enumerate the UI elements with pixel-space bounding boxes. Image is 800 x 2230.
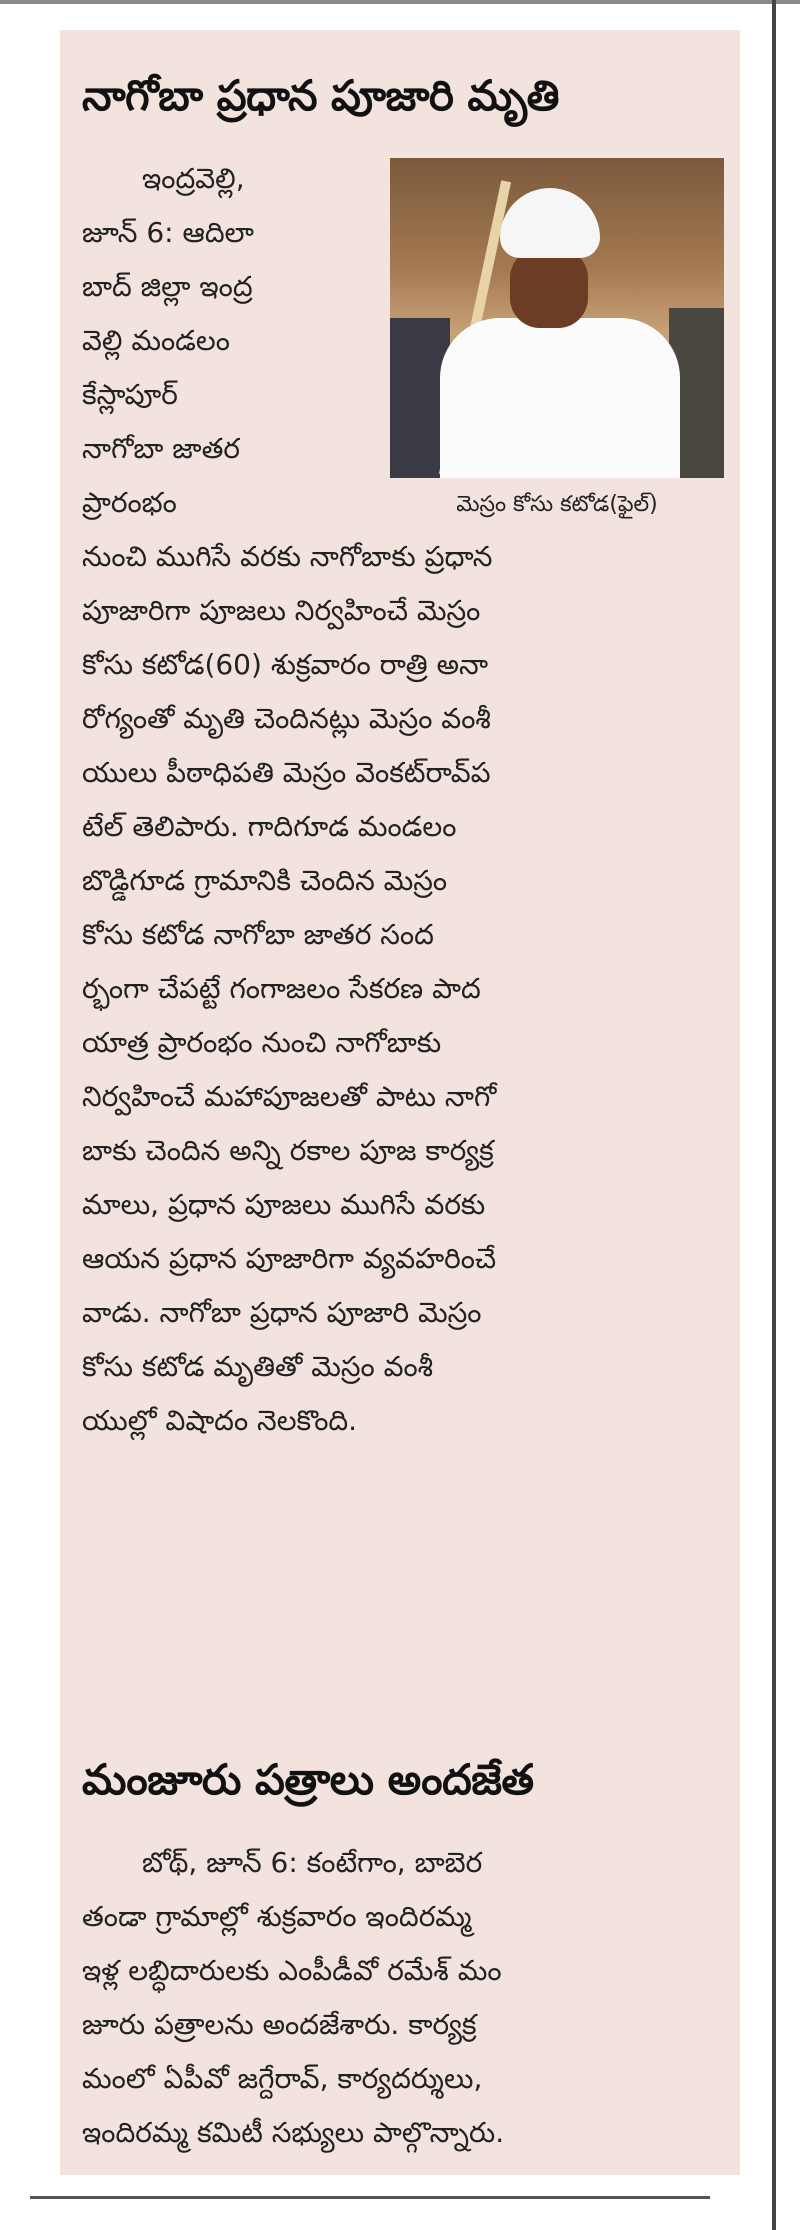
body-line: ఇళ్ల లబ్ధిదారులకు ఎంపీడీవో రమేశ్ మం xyxy=(82,1954,502,1987)
body-line: తండా గ్రామాల్లో శుక్రవారం ఇందిరమ్మ xyxy=(82,1900,472,1933)
body-line: ఆయన ప్రధాన పూజారిగా వ్యవహరించే xyxy=(82,1242,497,1275)
body-line: బోథ్, జూన్ 6: కంటేగాం, బాబెర xyxy=(142,1846,483,1879)
photo-face xyxy=(510,248,588,328)
body-line: ర్భంగా చేపట్టే గంగాజలం సేకరణ పాద xyxy=(82,972,481,1005)
article-1-intro xyxy=(82,152,382,530)
body-line: నిర్వహించే మహాపూజలతో పాటు నాగో xyxy=(82,1080,497,1113)
body-line: యాత్ర ప్రారంభం నుంచి నాగోబాకు xyxy=(82,1026,442,1059)
photo-robe xyxy=(440,318,680,478)
body-line: యులు పీఠాధిపతి మెస్రం వెంకట్‌రావ్‌ప xyxy=(82,756,491,789)
body-line: రోగ్యంతో మృతి చెందినట్లు మెస్రం వంశీ xyxy=(82,702,491,735)
body-line: కోసు కటోడ(60) శుక్రవారం రాత్రి అనా xyxy=(82,648,489,681)
body-line: నుంచి ముగిసే వరకు నాగోబాకు ప్రధాన xyxy=(82,540,493,573)
intro-line: నాగోబా జాతర xyxy=(82,432,240,465)
photo-turban xyxy=(500,188,600,258)
bottom-rule xyxy=(30,2196,710,2199)
priest-photo xyxy=(390,158,724,478)
body-line: వాడు. నాగోబా ప్రధాన పూజారి మెస్రం xyxy=(82,1296,482,1329)
body-line: జూరు పత్రాలను అందజేశారు. కార్యక్ర xyxy=(82,2008,477,2041)
body-line: బాకు చెందిన అన్ని రకాల పూజ కార్యక్ర xyxy=(82,1134,494,1167)
article-1-body xyxy=(82,530,726,1448)
top-rule xyxy=(0,0,800,4)
intro-line: కేస్లాపూర్ xyxy=(82,378,178,411)
body-line: పూజారిగా పూజలు నిర్వహించే మెస్రం xyxy=(82,594,481,627)
body-line: కోసు కటోడ మృతితో మెస్రం వంశీ xyxy=(82,1350,434,1383)
news-clipping xyxy=(60,30,740,2175)
body-line: టేల్ తెలిపారు. గాదిగూడ మండలం xyxy=(82,810,457,843)
intro-line: వెల్లి మండలం xyxy=(82,324,230,357)
body-line: ఇందిరమ్మ కమిటీ సభ్యులు పాల్గొన్నారు. xyxy=(82,2116,505,2149)
photo-caption: మెస్రం కోసు కటోడ(ఫైల్) xyxy=(456,492,658,517)
body-line: యుల్లో విషాదం నెలకొంది. xyxy=(82,1404,358,1437)
body-line: కోసు కటోడ నాగోబా జాతర సంద xyxy=(82,918,434,951)
intro-line: బాద్ జిల్లా ఇంద్ర xyxy=(82,270,253,303)
headline-2: మంజూరు పత్రాలు అందజేత xyxy=(82,1755,534,1804)
intro-line: జూన్ 6: ఆదిలా xyxy=(82,216,254,249)
intro-line: ఇంద్రవెల్లి, xyxy=(142,162,245,195)
body-line: మాలు, ప్రధాన పూజలు ముగిసే వరకు xyxy=(82,1188,486,1221)
column-divider xyxy=(772,0,776,2230)
intro-line: ప్రారంభం xyxy=(82,486,177,519)
body-line: మంలో ఏపీవో జగ్దేరావ్, కార్యదర్శులు, xyxy=(82,2062,483,2095)
article-2-body xyxy=(82,1836,726,2160)
body-line: బొడ్డిగూడ గ్రామానికి చెందిన మెస్రం xyxy=(82,864,448,897)
headline-1: నాగోబా ప్రధాన పూజారి మృతి xyxy=(82,71,559,120)
